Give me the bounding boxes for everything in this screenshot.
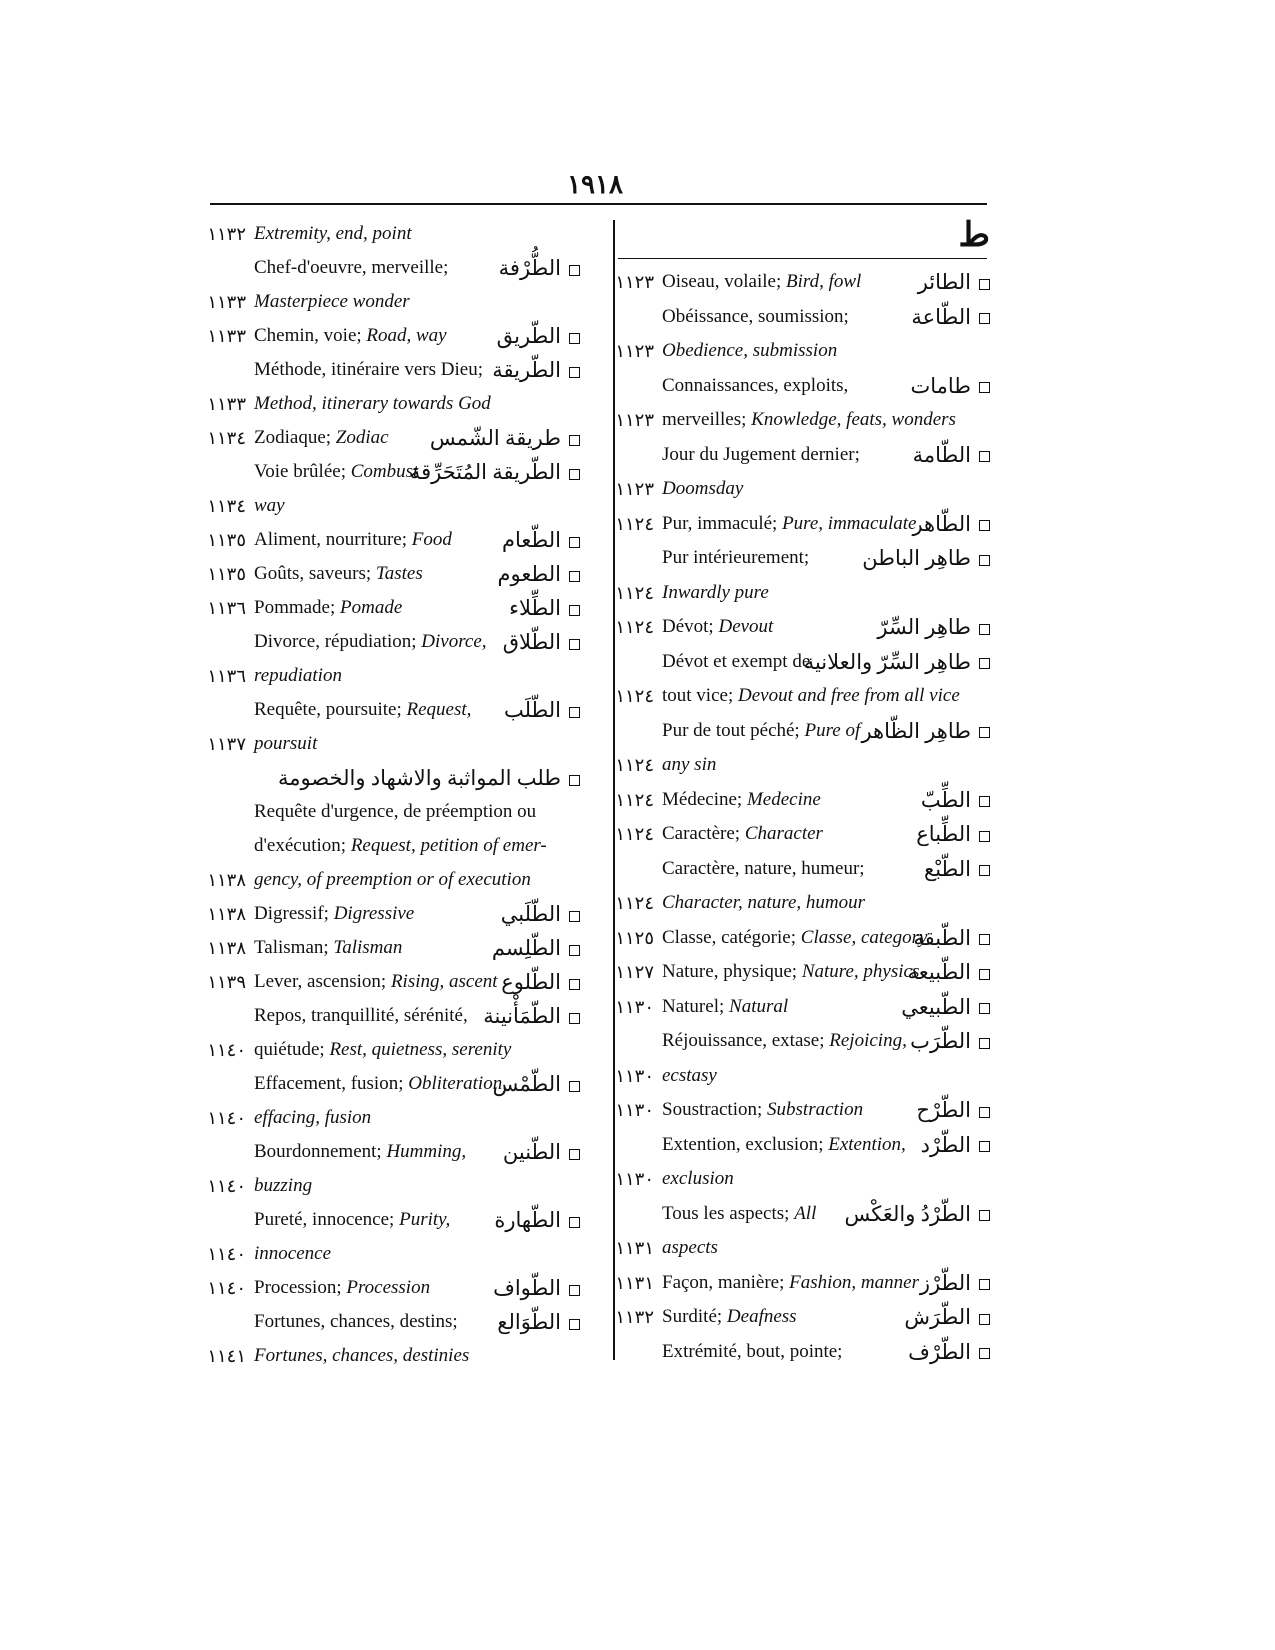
entry-arabic [470,320,580,352]
page-number: ١٩١٨ [567,170,623,199]
entry-arabic [470,932,580,964]
entry-arabic [470,1204,580,1236]
entry-line [0,422,1275,454]
entry-french: Caractère, nature, humeur; [662,857,865,879]
entry-text [254,796,536,828]
arabic-term: الطّوَالع [497,1310,561,1334]
entry-line [0,966,1275,998]
entry-text [254,1272,430,1304]
entry-french: Extrémité, bout, pointe; [662,1340,843,1362]
entry-french: Dévot; [662,616,719,637]
entry-french: Méthode, itinéraire vers Dieu; [254,359,483,380]
entry-arabic [250,762,580,794]
entry-english: Knowledge, feats, wonders [751,409,956,430]
bullet-square-icon [569,1217,580,1228]
entry-line [0,218,1275,250]
entry-ref: ١١٣٠ [615,1100,654,1120]
entry-english: Rest, quietness, serenity [329,1039,512,1060]
entry-ref: ١١٢٣ [615,341,654,361]
entry-english: Road, way [366,325,447,346]
entry-french: Oiseau, volaile; [662,271,786,292]
entry-ref: ١١٤٠ [207,1108,246,1128]
entry-english: Doomsday [662,478,744,499]
entry-ref: ١١٣٧ [207,734,246,754]
entry-ref: ١١٢٧ [615,962,654,982]
arabic-term: الطّلَب [503,698,561,722]
entry-line [0,1034,1275,1066]
bullet-square-icon [569,979,580,990]
entry-line [0,456,1275,488]
arabic-term: الطّرْدُ والعَكْس [844,1201,971,1226]
entry-french: Nature, physique; [662,961,802,982]
bullet-square-icon [569,707,580,718]
bullet-square-icon [569,945,580,956]
arabic-term: الطّبقة [913,925,971,950]
entry-french: Dévot et exempt de [662,650,811,672]
entry-french: d'exécution; [254,835,351,856]
entry-english: Character [744,823,823,844]
arabic-term: الطّبيعي [901,994,971,1019]
entry-ref: ١١٣٠ [615,996,654,1017]
entry-line [0,388,1275,420]
arabic-term: الطّريقة المُتَحَرِّقة [409,460,561,484]
bullet-square-icon [569,367,580,378]
bullet-square-icon [569,775,580,786]
arabic-term: الطّلَبي [500,902,561,926]
entry-ref: ١١٢٤ [615,686,654,706]
entry-arabic [470,1068,580,1100]
entry-english: Pomade [340,597,403,618]
entry-english: Divorce, [421,631,487,652]
entry-english: any sin [662,754,717,775]
entry-english: Food [411,529,452,550]
entry-french: Jour du Jugement dernier; [662,443,860,465]
arabic-term: طامات [910,373,971,398]
entry-arabic [470,626,580,658]
entry-arabic [470,354,580,386]
entry-english: Extremity, end, point [254,223,412,244]
entry-english: Masterpiece wonder [254,291,410,312]
entry-french: Lever, ascension; [254,971,391,992]
entry-ref: ١١٣٥ [207,530,246,550]
bullet-square-icon [569,1013,580,1024]
entry-text [254,830,547,862]
arabic-term: الطّامة [912,442,971,467]
entry-english: way [254,495,285,516]
bullet-square-icon [569,605,580,616]
entry-french: Naturel; [662,995,730,1017]
entry-arabic [470,1136,580,1168]
entry-french: Réjouissance, extase; [662,1030,830,1051]
entry-line [0,1170,1275,1202]
entry-french: tout vice; [662,685,738,706]
entry-arabic [470,1000,580,1032]
entry-french: Soustraction; [662,1099,768,1120]
entry-line [0,1306,1275,1338]
entry-ref: ١١٣٤ [207,496,246,516]
entry-text [254,286,410,318]
entry-text [254,1000,468,1032]
entry-text [254,218,412,250]
entry-arabic [470,898,580,930]
bullet-square-icon [569,639,580,650]
entry-ref: ١١٣١ [615,1238,654,1258]
entry-text [254,898,414,930]
entry-english: Combust [350,461,419,482]
arabic-term: الطُّرْفة [498,256,561,280]
entry-ref: ١١٣٠ [615,1065,654,1086]
arabic-term: الطّبيعة [907,960,971,984]
entry-french: Tous les aspects; [662,1202,795,1224]
arabic-term: الطّبْع [924,856,971,881]
arabic-term: الطّنين [502,1140,561,1164]
arabic-term: الطّرَش [904,1305,971,1329]
entry-text [254,1102,371,1134]
arabic-term: الطّرْد [920,1132,971,1157]
entry-ref: ١١٢٣ [615,479,654,499]
entry-line [0,626,1275,658]
arabic-term: طاهِر السِّرّ [877,615,971,639]
arabic-term: الطِّلاء [509,596,561,620]
entry-english: gency, of preemption or of execution [254,869,531,890]
entry-line [0,320,1275,352]
entry-french: Classe, catégorie; [662,926,801,948]
entry-french: Zodiaque; [254,427,336,448]
entry-ref: ١١٢٤ [615,824,654,844]
entry-line [0,1000,1275,1032]
entry-french: Pur intérieurement; [662,547,810,568]
arabic-term: الطائر [917,270,971,294]
entry-arabic [470,694,580,726]
bullet-square-icon [569,435,580,446]
entry-english: Rejoicing, [829,1030,907,1051]
entry-text [254,864,531,896]
entry-text [254,1136,466,1168]
entry-text [254,524,452,556]
entry-french: Pureté, innocence; [254,1209,400,1230]
arabic-term: طلب المواثبة والاشهاد والخصومة [277,766,561,790]
entry-french: Procession; [254,1277,347,1298]
arabic-term: الطّرْز [919,1270,971,1295]
arabic-term: طاهِر الظّاهر [861,718,971,743]
entry-french: Digressif; [254,903,334,924]
entry-french: Talisman; [254,937,334,958]
entry-french: Extention, exclusion; [662,1133,829,1155]
entry-english: Substraction [767,1099,864,1120]
entry-french: Fortunes, chances, destins; [254,1311,458,1332]
entry-english: exclusion [662,1168,734,1189]
entry-arabic [470,1306,580,1338]
entry-line [0,932,1275,964]
entry-text [254,660,342,692]
entry-ref: ١١٣٢ [615,1307,654,1327]
entry-text [254,694,471,726]
entry-french: Repos, tranquillité, sérénité, [254,1005,468,1026]
arabic-term: الطّاعة [911,304,971,329]
entry-line [0,354,1275,386]
entry-line [0,728,1275,760]
entry-ref: ١١٢٣ [615,410,654,430]
arabic-term: الطّلاق [502,630,561,654]
entry-english: Request, petition of emer- [350,835,547,856]
entry-english: Zodiac [335,427,389,448]
header-rule [210,203,987,205]
entry-english: Character, nature, humour [662,892,866,913]
entry-line [0,1238,1275,1270]
entry-french: Façon, manière; [662,1271,790,1293]
arabic-term: الطّريقة [492,358,561,382]
entry-english: Pure of [804,719,861,741]
entry-arabic [470,592,580,624]
entry-french: Pur, immaculé; [662,512,783,534]
entry-english: Obliteration, [408,1073,507,1094]
entry-english: Bird, fowl [786,271,862,292]
entry-ref: ١١٤٠ [207,1040,246,1060]
entry-english: Method, itinerary towards God [254,393,491,414]
entry-english: Deafness [726,1306,797,1327]
entry-text [254,1340,469,1372]
entry-text [254,388,491,420]
entry-french: Bourdonnement; [254,1141,387,1162]
entry-text [254,592,402,624]
entry-line [0,864,1275,896]
entry-line [0,524,1275,556]
entry-french: Obéissance, soumission; [662,305,849,327]
entry-english: Classe, category [800,926,928,948]
arabic-term: الطّاهر [912,511,971,536]
entry-french: Pur de tout péché; [662,719,805,741]
entry-arabic [429,422,580,454]
entry-french: Goûts, saveurs; [254,563,376,584]
arabic-term: الطّمَأْنينة [483,1004,561,1028]
arabic-term: الطِّباع [916,822,971,846]
entry-english: Extention, [828,1133,906,1155]
entry-text [254,422,389,454]
entry-english: Nature, physics [801,961,920,982]
bullet-square-icon [569,1081,580,1092]
entry-ref: ١١٣٨ [207,938,246,958]
entry-arabic [470,558,580,590]
entry-arabic [470,1272,580,1304]
entry-ref: ١١٣٦ [207,598,246,618]
entry-text [254,252,448,284]
entry-line [0,1102,1275,1134]
entry-english: Pure, immaculate [782,512,917,534]
entry-ref: ١١٢٣ [615,272,654,292]
entry-english: innocence [254,1243,332,1264]
entry-arabic [470,252,580,284]
entry-ref: ١١٣٢ [207,224,246,244]
arabic-term: الطّرْح [916,1098,971,1122]
entry-french: Médecine; [662,788,747,810]
entry-ref: ١١٣٣ [207,394,246,414]
arabic-term: الطّهارة [494,1208,561,1232]
arabic-term: الطّعام [502,528,561,552]
entry-french: merveilles; [662,409,752,430]
arabic-term: الطّواف [493,1276,561,1300]
entry-text [254,626,487,658]
entry-line [0,796,1275,828]
entry-line [0,286,1275,318]
entry-french: Requête d'urgence, de préemption ou [254,801,537,822]
entry-english: All [794,1202,817,1224]
entry-ref: ١١٣٨ [207,870,246,890]
arabic-term: طاهِر السِّرّ والعلانية [803,649,971,674]
entry-ref: ١١٣٠ [615,1169,654,1189]
entry-english: Humming, [386,1141,467,1162]
entry-line [0,898,1275,930]
arabic-term: الطّمْس [492,1072,561,1096]
arabic-term: الطّلوع [501,970,561,994]
bullet-square-icon [569,333,580,344]
entry-french: Requête, poursuite; [254,699,407,720]
entry-line [0,592,1275,624]
entry-ref: ١١٤٠ [207,1176,246,1196]
entry-text [254,728,317,760]
entry-ref: ١١٢٥ [615,927,654,948]
entry-english: Obedience, submission [662,340,838,361]
entry-french: Pommade; [254,597,341,618]
entry-french: Chemin, voie; [254,325,367,346]
entry-ref: ١١٣١ [615,1272,654,1293]
entry-ref: ١١٢٤ [615,617,654,637]
entry-ref: ١١٣٥ [207,564,246,584]
entry-ref: ١١٤٠ [207,1278,246,1298]
entry-ref: ١١٣٨ [207,904,246,924]
entry-ref: ١١٢٤ [615,755,654,775]
entry-ref: ١١٤٠ [207,1244,246,1264]
entry-text [254,320,447,352]
entry-english: Rising, ascent [390,971,498,992]
entry-ref: ١١٣٦ [207,666,246,686]
bullet-square-icon [569,1149,580,1160]
entry-line [0,1133,1275,1168]
entry-english: poursuit [254,733,318,754]
entry-french: Voie brûlée; [254,461,351,482]
entry-english: buzzing [254,1175,313,1196]
entry-text [254,354,483,386]
entry-french: Surdité; [662,1306,727,1327]
arabic-term: الطِّبّ [920,787,971,812]
arabic-term: الطّرْف [908,1339,971,1364]
entry-text [254,1306,458,1338]
entry-ref: ١١٢٤ [615,513,654,534]
entry-french: Chef-d'oeuvre, merveille; [254,257,449,278]
bullet-square-icon [569,571,580,582]
entry-ref: ١١٣٤ [207,428,246,448]
entry-english: repudiation [254,665,342,686]
bullet-square-icon [569,537,580,548]
entry-text [254,490,285,522]
entry-english: Devout [718,616,774,637]
bullet-square-icon [569,469,580,480]
bullet-square-icon [569,911,580,922]
entry-text [254,1068,507,1100]
entry-english: Inwardly pure [662,581,769,603]
entry-english: Purity, [399,1209,451,1230]
entry-english: Digressive [333,903,415,924]
arabic-term: طاهِر الباطن [862,546,971,570]
entry-line [0,1201,1275,1236]
entry-ref: ١١٢٤ [615,582,654,603]
entry-text [254,1238,331,1270]
entry-ref: ١١٣٣ [207,292,246,312]
entry-ref: ١١٣٣ [207,326,246,346]
arabic-term: الطّلِسم [491,936,561,960]
entry-ref: ١١٤١ [207,1346,246,1366]
entry-english: effacing, fusion [254,1107,372,1128]
entry-ref: ١١٢٤ [615,893,654,913]
entry-french: quiétude; [254,1039,330,1060]
entry-english: Medecine [746,788,821,810]
arabic-term: طريقة الشّمس [429,426,561,450]
entry-english: Tastes [375,563,423,584]
entry-english: Fashion, manner [789,1271,919,1293]
bullet-square-icon [569,1285,580,1296]
entry-line [0,660,1275,692]
entry-arabic [470,524,580,556]
entry-line [0,1068,1275,1100]
entry-french: Connaissances, exploits, [662,374,849,396]
entry-english: ecstasy [662,1064,717,1086]
entry-english: Fortunes, chances, destinies [254,1345,470,1366]
entry-english: Devout and free from all vice [737,685,960,706]
entry-ref: ١١٣٩ [207,972,246,992]
entry-arabic [470,966,580,998]
entry-line [0,762,1275,794]
entry-line [0,252,1275,284]
bullet-square-icon [569,265,580,276]
arabic-term: الطعوم [497,562,561,586]
arabic-term: الطّريق [496,324,561,348]
entry-line [0,694,1275,726]
entry-english: Talisman [333,937,403,958]
entry-line [0,558,1275,590]
entry-text [254,1034,511,1066]
bullet-square-icon [569,1319,580,1330]
entry-english: Request, [406,699,472,720]
entry-french: Effacement, fusion; [254,1073,409,1094]
entry-text [254,1170,312,1202]
entry-line [0,1340,1275,1372]
entry-french: Caractère; [662,823,745,844]
entry-text [254,558,423,590]
entry-english: Procession [346,1277,431,1298]
entry-english: Natural [729,995,789,1017]
arabic-term: الطّرَب [910,1029,971,1053]
entry-line [0,490,1275,522]
entry-french: Aliment, nourriture; [254,529,412,550]
entry-line [0,1272,1275,1304]
entry-french: Divorce, répudiation; [254,631,422,652]
entry-english: aspects [662,1237,718,1258]
entry-text [254,932,402,964]
entry-text [254,1204,450,1236]
entry-arabic [286,456,580,488]
entry-text [254,966,498,998]
entry-line [0,830,1275,862]
section-letter: ط [958,217,990,254]
entry-ref: ١١٢٤ [615,789,654,810]
